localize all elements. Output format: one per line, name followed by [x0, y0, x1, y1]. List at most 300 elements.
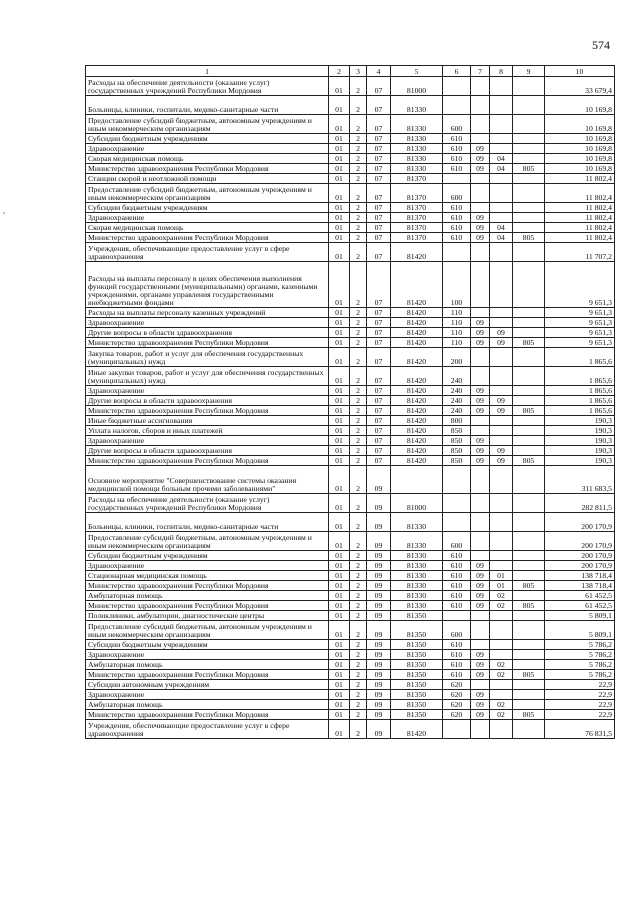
code-subsection-cell: 04: [490, 154, 513, 164]
code-subsection-cell: [490, 115, 513, 134]
code-target-cell: 81350: [391, 660, 443, 670]
item-name-cell: Другие вопросы в области здравоохранения: [86, 396, 329, 406]
code-agency-cell: [513, 115, 545, 134]
col-header: 6: [443, 66, 471, 77]
code-ministry-cell: 01: [329, 611, 350, 621]
code-ministry-cell: 01: [329, 710, 350, 720]
code-agency-cell: [513, 262, 545, 308]
code-program-cell: 2: [350, 680, 367, 690]
col-header: 8: [490, 66, 513, 77]
amount-cell: 9 651,3: [545, 308, 615, 318]
code-expense-type-cell: 110: [443, 318, 471, 328]
item-name-cell: Министерство здравоохранения Республики Мордовия: [86, 164, 329, 174]
item-name-cell: Амбулаторная помощь: [86, 700, 329, 710]
amount-cell: 5 786,2: [545, 640, 615, 650]
amount-cell: 1 865,6: [545, 386, 615, 396]
code-agency-cell: [513, 466, 545, 494]
code-expense-type-cell: 620: [443, 700, 471, 710]
code-subprogram-cell: 07: [367, 174, 391, 184]
amount-cell: 9 651,3: [545, 338, 615, 348]
code-ministry-cell: 01: [329, 551, 350, 561]
code-ministry-cell: 01: [329, 650, 350, 660]
code-program-cell: 2: [350, 262, 367, 308]
code-expense-type-cell: 600: [443, 532, 471, 551]
code-expense-type-cell: 110: [443, 328, 471, 338]
code-agency-cell: 805: [513, 601, 545, 611]
code-subprogram-cell: 09: [367, 494, 391, 513]
code-subprogram-cell: 09: [367, 466, 391, 494]
code-program-cell: 2: [350, 513, 367, 532]
code-target-cell: 81350: [391, 680, 443, 690]
amount-cell: 5 786,2: [545, 650, 615, 660]
code-subsection-cell: [490, 561, 513, 571]
code-ministry-cell: 01: [329, 164, 350, 174]
code-program-cell: 2: [350, 233, 367, 243]
code-agency-cell: [513, 396, 545, 406]
item-name-cell: Иные закупки товаров, работ и услуг для обеспечения государственных (муниципальных) нужд: [86, 367, 329, 386]
code-target-cell: 81420: [391, 456, 443, 466]
item-name-cell: Здравоохранение: [86, 318, 329, 328]
code-subsection-cell: [490, 318, 513, 328]
code-subsection-cell: 04: [490, 233, 513, 243]
code-section-cell: 09: [471, 561, 490, 571]
code-section-cell: [471, 134, 490, 144]
col-header: 4: [367, 66, 391, 77]
table-row: [86, 203, 615, 213]
code-subprogram-cell: 07: [367, 233, 391, 243]
code-subsection-cell: [490, 243, 513, 262]
code-subprogram-cell: 07: [367, 456, 391, 466]
code-program-cell: 2: [350, 670, 367, 680]
table-row: [86, 561, 615, 571]
item-name-cell: Другие вопросы в области здравоохранения: [86, 328, 329, 338]
item-name-cell: Субсидии бюджетным учреждениям: [86, 640, 329, 650]
code-subprogram-cell: 07: [367, 115, 391, 134]
item-name-cell: Предоставление субсидий бюджетным, автономным учреждениям и иным некоммерческим организациям: [86, 184, 329, 203]
code-subsection-cell: 09: [490, 338, 513, 348]
code-ministry-cell: 01: [329, 513, 350, 532]
code-agency-cell: 805: [513, 233, 545, 243]
code-ministry-cell: 01: [329, 367, 350, 386]
code-target-cell: 81350: [391, 650, 443, 660]
table-row: [86, 446, 615, 456]
table-row: [86, 386, 615, 396]
code-subsection-cell: [490, 680, 513, 690]
code-expense-type-cell: [443, 611, 471, 621]
code-section-cell: [471, 174, 490, 184]
code-section-cell: [471, 203, 490, 213]
code-section-cell: 09: [471, 386, 490, 396]
amount-cell: 1 865,6: [545, 367, 615, 386]
item-name-cell: Предоставление субсидий бюджетным, автономным учреждениям и иным некоммерческим организациям: [86, 532, 329, 551]
amount-cell: 11 707,2: [545, 243, 615, 262]
col-header: 2: [329, 66, 350, 77]
code-target-cell: 81350: [391, 670, 443, 680]
amount-cell: 11 802,4: [545, 233, 615, 243]
code-expense-type-cell: 240: [443, 396, 471, 406]
code-section-cell: 09: [471, 436, 490, 446]
code-expense-type-cell: 110: [443, 308, 471, 318]
amount-cell: 10 169,8: [545, 154, 615, 164]
amount-cell: 5 809,1: [545, 621, 615, 640]
code-target-cell: 81330: [391, 164, 443, 174]
code-target-cell: 81350: [391, 611, 443, 621]
code-expense-type-cell: 610: [443, 154, 471, 164]
code-target-cell: 81420: [391, 436, 443, 446]
table-row: [86, 680, 615, 690]
code-expense-type-cell: 850: [443, 426, 471, 436]
code-subsection-cell: [490, 416, 513, 426]
code-subsection-cell: [490, 96, 513, 115]
code-target-cell: 81000: [391, 494, 443, 513]
table-row: [86, 660, 615, 670]
item-name-cell: Министерство здравоохранения Республики Мордовия: [86, 670, 329, 680]
col-header: 5: [391, 66, 443, 77]
code-target-cell: 81370: [391, 213, 443, 223]
amount-cell: 190,3: [545, 456, 615, 466]
code-section-cell: [471, 720, 490, 739]
code-subprogram-cell: 09: [367, 660, 391, 670]
code-section-cell: 09: [471, 591, 490, 601]
code-agency-cell: [513, 174, 545, 184]
code-ministry-cell: 01: [329, 456, 350, 466]
code-program-cell: 2: [350, 456, 367, 466]
code-subprogram-cell: 09: [367, 591, 391, 601]
code-subprogram-cell: 09: [367, 532, 391, 551]
code-expense-type-cell: [443, 720, 471, 739]
code-agency-cell: [513, 650, 545, 660]
table-row: [86, 318, 615, 328]
code-target-cell: 81350: [391, 690, 443, 700]
item-name-cell: Министерство здравоохранения Республики Мордовия: [86, 601, 329, 611]
item-name-cell: Министерство здравоохранения Республики Мордовия: [86, 581, 329, 591]
item-name-cell: Иные бюджетные ассигнования: [86, 416, 329, 426]
amount-cell: 22,9: [545, 700, 615, 710]
code-program-cell: 2: [350, 348, 367, 367]
code-ministry-cell: 01: [329, 700, 350, 710]
code-subsection-cell: [490, 213, 513, 223]
code-section-cell: 09: [471, 164, 490, 174]
code-program-cell: 2: [350, 416, 367, 426]
code-expense-type-cell: [443, 174, 471, 184]
code-expense-type-cell: 100: [443, 262, 471, 308]
item-name-cell: Больницы, клиники, госпитали, медико-санитарные части: [86, 513, 329, 532]
code-subsection-cell: [490, 77, 513, 96]
code-target-cell: 81420: [391, 338, 443, 348]
code-subprogram-cell: 09: [367, 621, 391, 640]
code-subsection-cell: [490, 367, 513, 386]
amount-cell: 282 811,5: [545, 494, 615, 513]
code-ministry-cell: 01: [329, 406, 350, 416]
code-expense-type-cell: 610: [443, 203, 471, 213]
code-agency-cell: [513, 660, 545, 670]
code-ministry-cell: 01: [329, 670, 350, 680]
code-program-cell: 2: [350, 406, 367, 416]
table-row: [86, 551, 615, 561]
table-row: [86, 581, 615, 591]
code-target-cell: 81420: [391, 367, 443, 386]
code-ministry-cell: 01: [329, 621, 350, 640]
code-section-cell: [471, 115, 490, 134]
amount-cell: 33 679,4: [545, 77, 615, 96]
code-target-cell: 81330: [391, 561, 443, 571]
amount-cell: 190,3: [545, 446, 615, 456]
col-header: 3: [350, 66, 367, 77]
code-subsection-cell: [490, 184, 513, 203]
code-expense-type-cell: 610: [443, 670, 471, 680]
amount-cell: 22,9: [545, 680, 615, 690]
code-ministry-cell: 01: [329, 328, 350, 338]
table-row: [86, 621, 615, 640]
table-row: [86, 328, 615, 338]
code-target-cell: 81330: [391, 96, 443, 115]
code-ministry-cell: 01: [329, 416, 350, 426]
amount-cell: 311 683,5: [545, 466, 615, 494]
table-row: [86, 690, 615, 700]
amount-cell: 11 802,4: [545, 223, 615, 233]
code-ministry-cell: 01: [329, 426, 350, 436]
amount-cell: 22,9: [545, 710, 615, 720]
page-number: 574: [592, 38, 610, 52]
amount-cell: 11 802,4: [545, 174, 615, 184]
table-header-row: [86, 66, 615, 77]
code-subprogram-cell: 07: [367, 144, 391, 154]
code-program-cell: 2: [350, 134, 367, 144]
item-name-cell: Больницы, клиники, госпитали, медико-санитарные части: [86, 96, 329, 115]
code-program-cell: 2: [350, 154, 367, 164]
amount-cell: 10 169,8: [545, 144, 615, 154]
code-program-cell: 2: [350, 532, 367, 551]
code-ministry-cell: 01: [329, 494, 350, 513]
code-subprogram-cell: 07: [367, 203, 391, 213]
code-section-cell: [471, 426, 490, 436]
code-subsection-cell: [490, 386, 513, 396]
code-agency-cell: [513, 690, 545, 700]
code-program-cell: 2: [350, 77, 367, 96]
code-program-cell: 2: [350, 710, 367, 720]
code-ministry-cell: 01: [329, 396, 350, 406]
code-program-cell: 2: [350, 164, 367, 174]
code-subsection-cell: [490, 720, 513, 739]
code-ministry-cell: 01: [329, 223, 350, 233]
code-program-cell: 2: [350, 700, 367, 710]
item-name-cell: Скорая медицинская помощь: [86, 154, 329, 164]
code-subprogram-cell: 09: [367, 710, 391, 720]
code-program-cell: 2: [350, 601, 367, 611]
code-ministry-cell: 01: [329, 262, 350, 308]
code-program-cell: 2: [350, 318, 367, 328]
code-program-cell: 2: [350, 396, 367, 406]
code-expense-type-cell: 600: [443, 621, 471, 640]
item-name-cell: Здравоохранение: [86, 650, 329, 660]
code-target-cell: 81370: [391, 203, 443, 213]
amount-cell: 138 718,4: [545, 571, 615, 581]
amount-cell: 9 651,3: [545, 318, 615, 328]
code-ministry-cell: 01: [329, 591, 350, 601]
code-section-cell: [471, 416, 490, 426]
code-subprogram-cell: 07: [367, 77, 391, 96]
code-target-cell: 81420: [391, 348, 443, 367]
code-ministry-cell: 01: [329, 561, 350, 571]
code-target-cell: 81420: [391, 243, 443, 262]
code-agency-cell: 805: [513, 338, 545, 348]
item-name-cell: Основное мероприятие "Совершенствование системы оказания медицинской помощи больным прочими заболеваниями": [86, 466, 329, 494]
code-section-cell: [471, 77, 490, 96]
code-target-cell: 81420: [391, 262, 443, 308]
table-row: [86, 650, 615, 660]
code-section-cell: [471, 621, 490, 640]
code-agency-cell: [513, 426, 545, 436]
table-row: [86, 426, 615, 436]
code-target-cell: 81420: [391, 318, 443, 328]
item-name-cell: Министерство здравоохранения Республики Мордовия: [86, 406, 329, 416]
table-row: [86, 406, 615, 416]
code-agency-cell: [513, 494, 545, 513]
code-target-cell: 81330: [391, 591, 443, 601]
table-row: [86, 611, 615, 621]
code-ministry-cell: 01: [329, 680, 350, 690]
code-ministry-cell: 01: [329, 640, 350, 650]
code-agency-cell: [513, 96, 545, 115]
code-section-cell: [471, 551, 490, 561]
code-ministry-cell: 01: [329, 660, 350, 670]
item-name-cell: Расходы на выплаты персоналу казенных учреждений: [86, 308, 329, 318]
code-target-cell: 81330: [391, 551, 443, 561]
code-subsection-cell: [490, 690, 513, 700]
code-ministry-cell: 01: [329, 720, 350, 739]
code-expense-type-cell: 850: [443, 436, 471, 446]
table-row: [86, 720, 615, 739]
code-subprogram-cell: 07: [367, 406, 391, 416]
margin-mark: ,: [3, 205, 6, 215]
code-expense-type-cell: 850: [443, 456, 471, 466]
item-name-cell: Расходы на обеспечение деятельности (оказание услуг) государственных учреждений Республики Мордовия: [86, 494, 329, 513]
code-program-cell: 2: [350, 184, 367, 203]
code-subsection-cell: 04: [490, 164, 513, 174]
code-expense-type-cell: 800: [443, 416, 471, 426]
code-subprogram-cell: 07: [367, 223, 391, 233]
code-subprogram-cell: 07: [367, 262, 391, 308]
code-program-cell: 2: [350, 96, 367, 115]
code-target-cell: 81370: [391, 184, 443, 203]
code-program-cell: 2: [350, 551, 367, 561]
code-ministry-cell: 01: [329, 96, 350, 115]
code-agency-cell: [513, 243, 545, 262]
code-ministry-cell: 01: [329, 581, 350, 591]
code-section-cell: 09: [471, 406, 490, 416]
code-subprogram-cell: 09: [367, 640, 391, 650]
code-ministry-cell: 01: [329, 532, 350, 551]
item-name-cell: Поликлиники, амбулатории, диагностические центры: [86, 611, 329, 621]
code-subsection-cell: [490, 144, 513, 154]
code-target-cell: 81350: [391, 640, 443, 650]
code-subprogram-cell: 07: [367, 436, 391, 446]
table-row: [86, 513, 615, 532]
code-subprogram-cell: 07: [367, 154, 391, 164]
code-expense-type-cell: 610: [443, 601, 471, 611]
code-target-cell: 81420: [391, 328, 443, 338]
amount-cell: 11 802,4: [545, 184, 615, 203]
code-section-cell: [471, 243, 490, 262]
code-target-cell: 81370: [391, 174, 443, 184]
code-agency-cell: [513, 367, 545, 386]
code-agency-cell: [513, 680, 545, 690]
code-section-cell: 09: [471, 144, 490, 154]
code-section-cell: 09: [471, 601, 490, 611]
item-name-cell: Скорая медицинская помощь: [86, 223, 329, 233]
amount-cell: 10 169,8: [545, 96, 615, 115]
item-name-cell: Здравоохранение: [86, 690, 329, 700]
code-agency-cell: 805: [513, 456, 545, 466]
code-subsection-cell: 09: [490, 446, 513, 456]
code-expense-type-cell: 610: [443, 144, 471, 154]
code-ministry-cell: 01: [329, 446, 350, 456]
code-target-cell: 81330: [391, 115, 443, 134]
code-program-cell: 2: [350, 561, 367, 571]
item-name-cell: Учреждения, обеспечивающие предоставление услуг в сфере здравоохранения: [86, 720, 329, 739]
code-program-cell: 2: [350, 611, 367, 621]
code-subsection-cell: [490, 650, 513, 660]
code-expense-type-cell: [443, 494, 471, 513]
code-target-cell: 81420: [391, 386, 443, 396]
code-subsection-cell: 02: [490, 710, 513, 720]
code-agency-cell: [513, 640, 545, 650]
code-subprogram-cell: 07: [367, 164, 391, 174]
code-section-cell: [471, 611, 490, 621]
code-subprogram-cell: 07: [367, 416, 391, 426]
code-agency-cell: [513, 134, 545, 144]
code-target-cell: [391, 466, 443, 494]
code-expense-type-cell: 610: [443, 591, 471, 601]
code-expense-type-cell: [443, 77, 471, 96]
code-agency-cell: [513, 436, 545, 446]
amount-cell: 200 170,9: [545, 513, 615, 532]
item-name-cell: Субсидии бюджетным учреждениям: [86, 134, 329, 144]
table-row: [86, 174, 615, 184]
code-ministry-cell: 01: [329, 318, 350, 328]
code-ministry-cell: 01: [329, 233, 350, 243]
code-subsection-cell: [490, 262, 513, 308]
code-subsection-cell: 04: [490, 223, 513, 233]
table-row: [86, 591, 615, 601]
code-ministry-cell: 01: [329, 154, 350, 164]
code-section-cell: [471, 513, 490, 532]
item-name-cell: Здравоохранение: [86, 561, 329, 571]
code-program-cell: 2: [350, 174, 367, 184]
amount-cell: 190,3: [545, 416, 615, 426]
code-section-cell: 09: [471, 670, 490, 680]
amount-cell: 9 651,3: [545, 328, 615, 338]
code-agency-cell: 805: [513, 670, 545, 680]
amount-cell: 11 802,4: [545, 203, 615, 213]
code-program-cell: 2: [350, 650, 367, 660]
amount-cell: 10 169,8: [545, 164, 615, 174]
code-ministry-cell: 01: [329, 571, 350, 581]
code-subsection-cell: [490, 611, 513, 621]
code-expense-type-cell: 610: [443, 213, 471, 223]
code-subsection-cell: 01: [490, 571, 513, 581]
code-section-cell: 09: [471, 396, 490, 406]
table-row: [86, 164, 615, 174]
code-subprogram-cell: 07: [367, 348, 391, 367]
item-name-cell: Министерство здравоохранения Республики Мордовия: [86, 338, 329, 348]
table-row: [86, 700, 615, 710]
item-name-cell: Здравоохранение: [86, 144, 329, 154]
code-section-cell: [471, 494, 490, 513]
table-row: [86, 115, 615, 134]
code-target-cell: 81330: [391, 601, 443, 611]
code-target-cell: 81350: [391, 710, 443, 720]
